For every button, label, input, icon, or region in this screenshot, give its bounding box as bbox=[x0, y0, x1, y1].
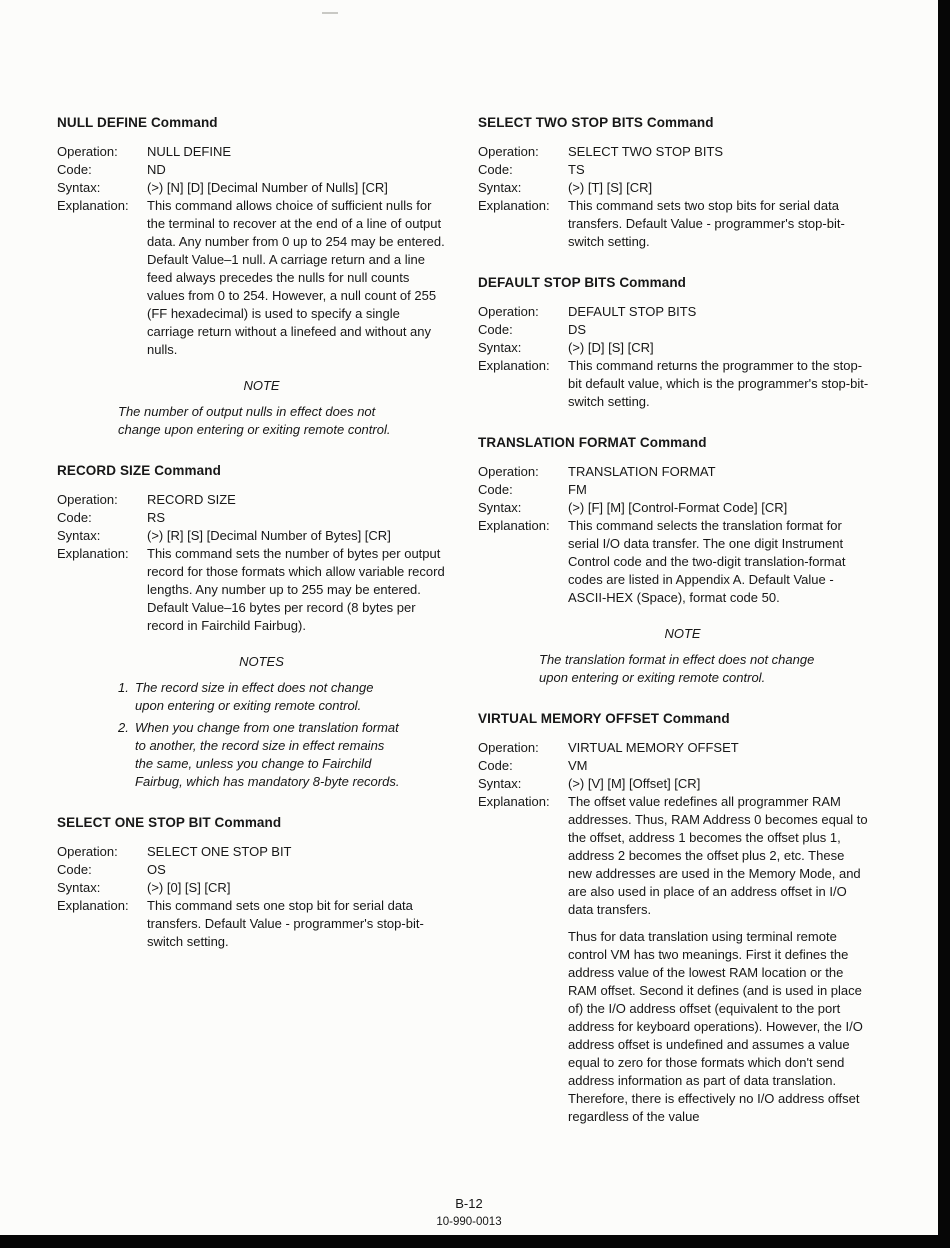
right-column bbox=[478, 115, 870, 1150]
section-null-define bbox=[57, 115, 449, 439]
section-record-size bbox=[57, 463, 449, 791]
field-row-syntax bbox=[478, 499, 870, 517]
field-row-operation bbox=[57, 843, 449, 861]
explanation-paragraph: This command returns the programmer to the stop-bit default value, which is the programmer's stop-bit-switch setting. bbox=[568, 358, 869, 409]
syntax-value: (>) [F] [M] [Control-Format Code] [CR] bbox=[568, 500, 788, 515]
field-row-operation bbox=[57, 491, 449, 509]
operation-value: SELECT ONE STOP BIT bbox=[147, 844, 292, 859]
field-label: Explanation: bbox=[478, 518, 550, 533]
syntax-value: (>) [R] [S] [Decimal Number of Bytes] [CR] bbox=[147, 528, 391, 543]
note-block bbox=[118, 377, 405, 439]
field-label: Code: bbox=[478, 482, 513, 497]
section-select-one-stop-bit bbox=[57, 815, 449, 951]
note-list-item bbox=[118, 719, 405, 791]
code-value: VM bbox=[568, 758, 588, 773]
explanation-paragraph: The offset value redefines all programmer RAM addresses. Thus, RAM Address 0 becomes equal to the offset, address 1 becomes the offset plus 1, address 2 becomes the offset plus 2, etc. These new addresses are used in the Memory Mode, and are also used in place of an address offset in I/O data transfers. bbox=[568, 794, 868, 917]
command-heading: DEFAULT STOP BITS Command bbox=[478, 275, 687, 290]
explanation-value bbox=[568, 793, 870, 1126]
note-title: NOTE bbox=[664, 626, 701, 641]
document-number: 10-990-0013 bbox=[436, 1216, 502, 1228]
code-value: OS bbox=[147, 862, 166, 877]
operation-value: RECORD SIZE bbox=[147, 492, 236, 507]
field-row-code bbox=[478, 161, 870, 179]
field-label: Explanation: bbox=[57, 898, 129, 913]
field-row-operation bbox=[478, 739, 870, 757]
note-text: The number of output nulls in effect does not change upon entering or exiting remote control. bbox=[118, 404, 391, 437]
explanation-value bbox=[147, 545, 449, 635]
note-item-text: When you change from one translation format to another, the record size in effect remains the same, unless you change to Fairchild Fairbug, which has mandatory 8-byte records. bbox=[135, 720, 400, 789]
note-item-number: 2. bbox=[118, 720, 129, 735]
code-value: RS bbox=[147, 510, 166, 525]
command-heading: TRANSLATION FORMAT Command bbox=[478, 435, 707, 450]
field-row-code bbox=[57, 509, 449, 527]
field-label: Syntax: bbox=[57, 180, 101, 195]
note-block bbox=[118, 653, 405, 791]
explanation-paragraph: Thus for data translation using terminal remote control VM has two meanings. First it defines the address value of the lowest RAM location or the RAM offset. Second it defines (and is used in place of) the I/O address offset (equivalent to the port address for keyboard operations). However, the I/O address offset is undefined and assumes a value equal to zero for those formats which don't send address information as part of data translation. Therefore, there is effectively no I/O address offset regardless of the value bbox=[568, 929, 863, 1124]
field-row-code bbox=[57, 161, 449, 179]
field-label: Operation: bbox=[478, 464, 539, 479]
note-title: NOTES bbox=[239, 654, 284, 669]
operation-value: SELECT TWO STOP BITS bbox=[568, 144, 724, 159]
command-heading: NULL DEFINE Command bbox=[57, 115, 218, 130]
command-heading: SELECT TWO STOP BITS Command bbox=[478, 115, 714, 130]
field-row-syntax bbox=[57, 527, 449, 545]
operation-value: NULL DEFINE bbox=[147, 144, 232, 159]
explanation-paragraph: This command sets one stop bit for serial data transfers. Default Value - programmer's stop-bit-switch setting. bbox=[147, 898, 424, 949]
field-label: Explanation: bbox=[478, 358, 550, 373]
field-row-operation bbox=[57, 143, 449, 161]
syntax-value: (>) [0] [S] [CR] bbox=[147, 880, 231, 895]
field-label: Explanation: bbox=[478, 794, 550, 809]
syntax-value: (>) [D] [S] [CR] bbox=[568, 340, 654, 355]
field-label: Explanation: bbox=[478, 198, 550, 213]
field-label: Operation: bbox=[57, 844, 118, 859]
page-footer bbox=[0, 1196, 938, 1228]
field-label: Operation: bbox=[478, 144, 539, 159]
field-label: Code: bbox=[57, 862, 92, 877]
operation-value: DEFAULT STOP BITS bbox=[568, 304, 697, 319]
explanation-paragraph: This command sets the number of bytes per output record for those formats which allow variable record lengths. Any number up to 255 may be entered. Default Value–16 bytes per record (8 bytes per record in Fairchild Fairbug). bbox=[147, 546, 445, 633]
field-row-operation bbox=[478, 463, 870, 481]
explanation-value bbox=[568, 357, 870, 411]
section-virtual-memory-offset bbox=[478, 711, 870, 1126]
explanation-value bbox=[147, 897, 449, 951]
field-row-syntax bbox=[478, 339, 870, 357]
syntax-value: (>) [N] [D] [Decimal Number of Nulls] [CR] bbox=[147, 180, 388, 195]
page-number: B-12 bbox=[455, 1196, 483, 1211]
field-row-explanation bbox=[57, 897, 449, 951]
field-row-explanation bbox=[478, 357, 870, 411]
section-default-stop-bits bbox=[478, 275, 870, 411]
field-row-syntax bbox=[478, 775, 870, 793]
field-row-explanation bbox=[478, 197, 870, 251]
section-translation-format bbox=[478, 435, 870, 687]
explanation-value bbox=[147, 197, 449, 359]
field-row-code bbox=[478, 757, 870, 775]
field-label: Syntax: bbox=[57, 528, 101, 543]
field-label: Operation: bbox=[57, 144, 118, 159]
field-row-syntax bbox=[57, 879, 449, 897]
field-label: Code: bbox=[478, 322, 513, 337]
note-item-number: 1. bbox=[118, 680, 129, 695]
explanation-value bbox=[568, 517, 870, 607]
operation-value: VIRTUAL MEMORY OFFSET bbox=[568, 740, 739, 755]
field-label: Operation: bbox=[478, 740, 539, 755]
field-label: Explanation: bbox=[57, 546, 129, 561]
field-row-operation bbox=[478, 143, 870, 161]
field-row-operation bbox=[478, 303, 870, 321]
left-column bbox=[57, 115, 449, 1150]
field-label: Code: bbox=[478, 162, 513, 177]
code-value: DS bbox=[568, 322, 587, 337]
field-label: Operation: bbox=[57, 492, 118, 507]
scan-artifact-dash bbox=[322, 12, 338, 14]
note-title: NOTE bbox=[243, 378, 280, 393]
field-row-code bbox=[478, 481, 870, 499]
note-item-text: The record size in effect does not change upon entering or exiting remote control. bbox=[135, 680, 374, 713]
field-label: Syntax: bbox=[478, 180, 522, 195]
explanation-paragraph: This command sets two stop bits for serial data transfers. Default Value - programmer's stop-bit-switch setting. bbox=[568, 198, 845, 249]
field-row-explanation bbox=[478, 517, 870, 607]
explanation-paragraph: This command selects the translation format for serial I/O data transfer. The one digit Instrument Control code and the two-digit translation-format codes are listed in Appendix A. Default Value - ASCII-HEX (Space), format code 50. bbox=[568, 518, 846, 605]
syntax-value: (>) [V] [M] [Offset] [CR] bbox=[568, 776, 701, 791]
field-label: Syntax: bbox=[478, 340, 522, 355]
note-list-item bbox=[118, 679, 405, 715]
explanation-value bbox=[568, 197, 870, 251]
field-label: Code: bbox=[57, 510, 92, 525]
code-value: FM bbox=[568, 482, 587, 497]
field-label: Syntax: bbox=[478, 776, 522, 791]
section-select-two-stop-bits bbox=[478, 115, 870, 251]
command-heading: SELECT ONE STOP BIT Command bbox=[57, 815, 282, 830]
explanation-paragraph: This command allows choice of sufficient nulls for the terminal to recover at the end of a line of output data. Any number from 0 up to 254 may be entered. Default Value–1 null. A carriage return and a line feed always precedes the nulls for null counts values from 0 to 254. However, a null count of 255 (FF hexadecimal) is used to specify a single carriage return without a linefeed and without any nulls. bbox=[147, 198, 445, 357]
scan-edge-bottom bbox=[0, 1235, 950, 1248]
field-label: Code: bbox=[57, 162, 92, 177]
field-row-explanation bbox=[57, 197, 449, 359]
scan-edge-right bbox=[938, 0, 950, 1248]
field-label: Syntax: bbox=[57, 880, 101, 895]
field-row-code bbox=[478, 321, 870, 339]
field-label: Code: bbox=[478, 758, 513, 773]
field-row-explanation bbox=[57, 545, 449, 635]
field-label: Syntax: bbox=[478, 500, 522, 515]
field-label: Operation: bbox=[478, 304, 539, 319]
field-label: Explanation: bbox=[57, 198, 129, 213]
code-value: ND bbox=[147, 162, 166, 177]
field-row-explanation bbox=[478, 793, 870, 1126]
code-value: TS bbox=[568, 162, 585, 177]
syntax-value: (>) [T] [S] [CR] bbox=[568, 180, 653, 195]
field-row-syntax bbox=[57, 179, 449, 197]
note-text: The translation format in effect does not change upon entering or exiting remote control. bbox=[539, 652, 815, 685]
note-block bbox=[539, 625, 826, 687]
field-row-code bbox=[57, 861, 449, 879]
page-columns bbox=[57, 115, 870, 1150]
field-row-syntax bbox=[478, 179, 870, 197]
operation-value: TRANSLATION FORMAT bbox=[568, 464, 716, 479]
command-heading: RECORD SIZE Command bbox=[57, 463, 221, 478]
command-heading: VIRTUAL MEMORY OFFSET Command bbox=[478, 711, 730, 726]
